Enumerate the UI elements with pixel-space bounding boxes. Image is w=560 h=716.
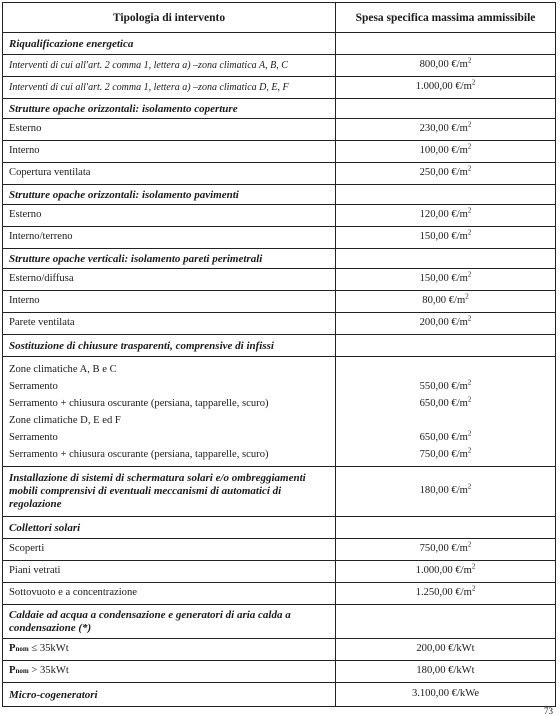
row-label: Interventi di cui all'art. 2 comma 1, lettera a) –zona climatica D, E, F: [3, 77, 336, 99]
zone-label: Zone climatiche D, E ed F: [9, 414, 121, 426]
row-label: Pnom > 35kWt: [3, 661, 336, 683]
section-title: Micro-cogeneratori: [3, 683, 336, 707]
row-label: Serramento: [9, 431, 58, 443]
row-value: 3.100,00 €/kWe: [336, 683, 556, 707]
row-label: Interno/terreno: [3, 227, 336, 249]
section-title: Collettori solari: [3, 517, 336, 539]
table-row: [3, 561, 556, 583]
row-value: 100,00 $€/m^2$: [336, 141, 556, 163]
row-value: 150,00 $€/m^2$: [336, 269, 556, 291]
table-row: [3, 467, 556, 517]
spending-table: [2, 2, 556, 707]
row-label: Piani vetrati: [3, 561, 336, 583]
zone-label: Zone climatiche A, B e C: [9, 363, 117, 375]
table-row: [3, 55, 556, 77]
table-row: [3, 357, 556, 467]
section-row: [3, 33, 556, 55]
row-value: 650,00 $€/m^2$: [419, 394, 472, 409]
infissi-values: [336, 357, 556, 467]
row-label: Sottovuoto e a concentrazione: [3, 583, 336, 605]
section-row: [3, 99, 556, 119]
row-label: Copertura ventilata: [3, 163, 336, 185]
row-value: 80,00 $€/m^2$: [336, 291, 556, 313]
infissi-labels: [3, 357, 336, 467]
section-title: Strutture opache orizzontali: isolamento coperture: [3, 99, 336, 119]
schermature-title: Installazione di sistemi di schermatura solari e/o ombreggiamenti mobili comprensivi di eventuali meccanismi di automatici di regolazione: [3, 467, 336, 517]
page-corner-mark: 73: [544, 706, 553, 716]
row-label: Interventi di cui all'art. 2 comma 1, lettera a) –zona climatica A, B, C: [3, 55, 336, 77]
row-value: 250,00 $€/m^2$: [336, 163, 556, 185]
table-row: [3, 163, 556, 185]
row-label: Esterno/diffusa: [3, 269, 336, 291]
table-row: [3, 313, 556, 335]
table-row: [3, 291, 556, 313]
header-intervention-type: Tipologia di intervento: [3, 3, 336, 33]
section-title: Sostituzione di chiusure trasparenti, comprensive di infissi: [3, 335, 336, 357]
row-label: Scoperti: [3, 539, 336, 561]
row-value: 180,00 €/kWt: [336, 661, 556, 683]
section-row: [3, 335, 556, 357]
row-value: 1.000,00 $€/m^2$: [336, 561, 556, 583]
table-header-row: [3, 3, 556, 33]
table-row: [3, 205, 556, 227]
row-label: Serramento + chiusura oscurante (persiana, tapparelle, scuro): [9, 448, 269, 460]
header-max-spending: Spesa specifica massima ammissibile: [336, 3, 556, 33]
table-row: [3, 77, 556, 99]
row-value: 150,00 $€/m^2$: [336, 227, 556, 249]
row-label: Serramento + chiusura oscurante (persiana, tapparelle, scuro): [9, 397, 269, 409]
table-row: [3, 639, 556, 661]
row-value: 180,00 $€/m^2$: [336, 467, 556, 517]
row-value: 550,00 $€/m^2$: [419, 377, 472, 392]
section-title: Strutture opache orizzontali: isolamento pavimenti: [3, 185, 336, 205]
table-row: [3, 227, 556, 249]
section-row: [3, 249, 556, 269]
row-label: Esterno: [3, 205, 336, 227]
table-row: [3, 583, 556, 605]
row-value: 650,00 $€/m^2$: [419, 428, 472, 443]
row-value: 200,00 $€/m^2$: [336, 313, 556, 335]
section-title: Strutture opache verticali: isolamento pareti perimetrali: [3, 249, 336, 269]
section-row: [3, 185, 556, 205]
row-label: Esterno: [3, 119, 336, 141]
row-value: 120,00 $€/m^2$: [336, 205, 556, 227]
section-row: [3, 683, 556, 707]
row-label: Parete ventilata: [3, 313, 336, 335]
row-value: 200,00 €/kWt: [336, 639, 556, 661]
section-title: Riqualificazione energetica: [3, 33, 336, 55]
caldaie-title: Caldaie ad acqua a condensazione e generatori di aria calda a condensazione (*): [3, 605, 336, 639]
row-value: 750,00 $€/m^2$: [419, 445, 472, 460]
table-row: [3, 661, 556, 683]
table-row: [3, 269, 556, 291]
section-row: [3, 517, 556, 539]
row-value: 800,00 $€/m^2$: [336, 55, 556, 77]
table-row: [3, 119, 556, 141]
row-label: Interno: [3, 141, 336, 163]
section-row: [3, 605, 556, 639]
table-row: [3, 539, 556, 561]
row-value: 750,00 $€/m^2$: [336, 539, 556, 561]
table-row: [3, 141, 556, 163]
row-value: 230,00 $€/m^2$: [336, 119, 556, 141]
row-label: Interno: [3, 291, 336, 313]
row-label: Serramento: [9, 380, 58, 392]
row-value: 1.250,00 $€/m^2$: [336, 583, 556, 605]
row-value: 1.000,00 $€/m^2$: [336, 77, 556, 99]
row-label: Pnom ≤ 35kWt: [3, 639, 336, 661]
